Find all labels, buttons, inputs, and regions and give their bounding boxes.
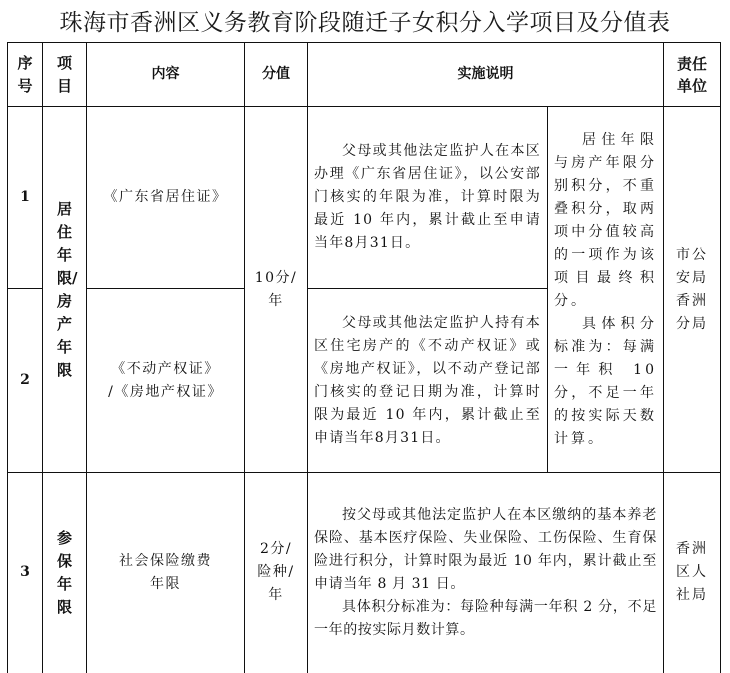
row-content: 《不动产权证》 /《房地产权证》	[87, 289, 245, 473]
row-seq: 1	[8, 107, 43, 289]
row-item: 参保年限	[43, 473, 87, 673]
row-scoring-note: 居住年限与房产年限分别积分，不重叠积分，取两项中分值较高的一项作为该项目最终积分。 具体积分标准为：每满一年积 10 分，不足一年的按实际天数计算。	[548, 107, 664, 473]
header-responsible: 责任单位	[664, 43, 721, 107]
header-content: 内容	[87, 43, 245, 107]
row-seq: 2	[8, 289, 43, 473]
row-item: 居住年限/房产年限	[43, 107, 87, 473]
row-responsible: 香洲 区人 社局	[664, 473, 721, 673]
row-content: 社会保险缴费 年限	[87, 473, 245, 673]
header-score: 分值	[245, 43, 308, 107]
row-seq: 3	[8, 473, 43, 673]
row-explanation: 父母或其他法定监护人在本区办理《广东省居住证》，以公安部门核实的年限为准，计算时限为最近 10 年内，累计截止至申请当年8月31日。	[308, 107, 548, 289]
page-title: 珠海市香洲区义务教育阶段随迁子女积分入学项目及分值表	[59, 10, 671, 36]
row-score: 10分/ 年	[245, 107, 308, 473]
table-row	[8, 107, 721, 289]
header-seq: 序号	[8, 43, 43, 107]
table-row	[8, 473, 721, 673]
header-explanation: 实施说明	[308, 43, 664, 107]
row-score: 2分/ 险种/ 年	[245, 473, 308, 673]
header-row	[8, 43, 721, 107]
row-content: 《广东省居住证》	[87, 107, 245, 289]
row-responsible: 市公 安局 香洲 分局	[664, 107, 721, 473]
points-table	[7, 42, 721, 673]
row-explanation: 父母或其他法定监护人持有本区住宅房产的《不动产权证》或《房地产权证》，以不动产登记部门核实的登记日期为准，计算时限为最近 10 年内，累计截止至申请当年8月31日。	[308, 289, 548, 473]
row-explanation: 按父母或其他法定监护人在本区缴纳的基本养老保险、基本医疗保险、失业保险、工伤保险、生育保险进行积分，计算时限为最近 10 年内，累计截止至申请当年 8 月 31 日。 具体积分标准为：每险种每满一年积 2 分，不足一年的按实际月数计算。	[308, 473, 664, 673]
header-item: 项目	[43, 43, 87, 107]
